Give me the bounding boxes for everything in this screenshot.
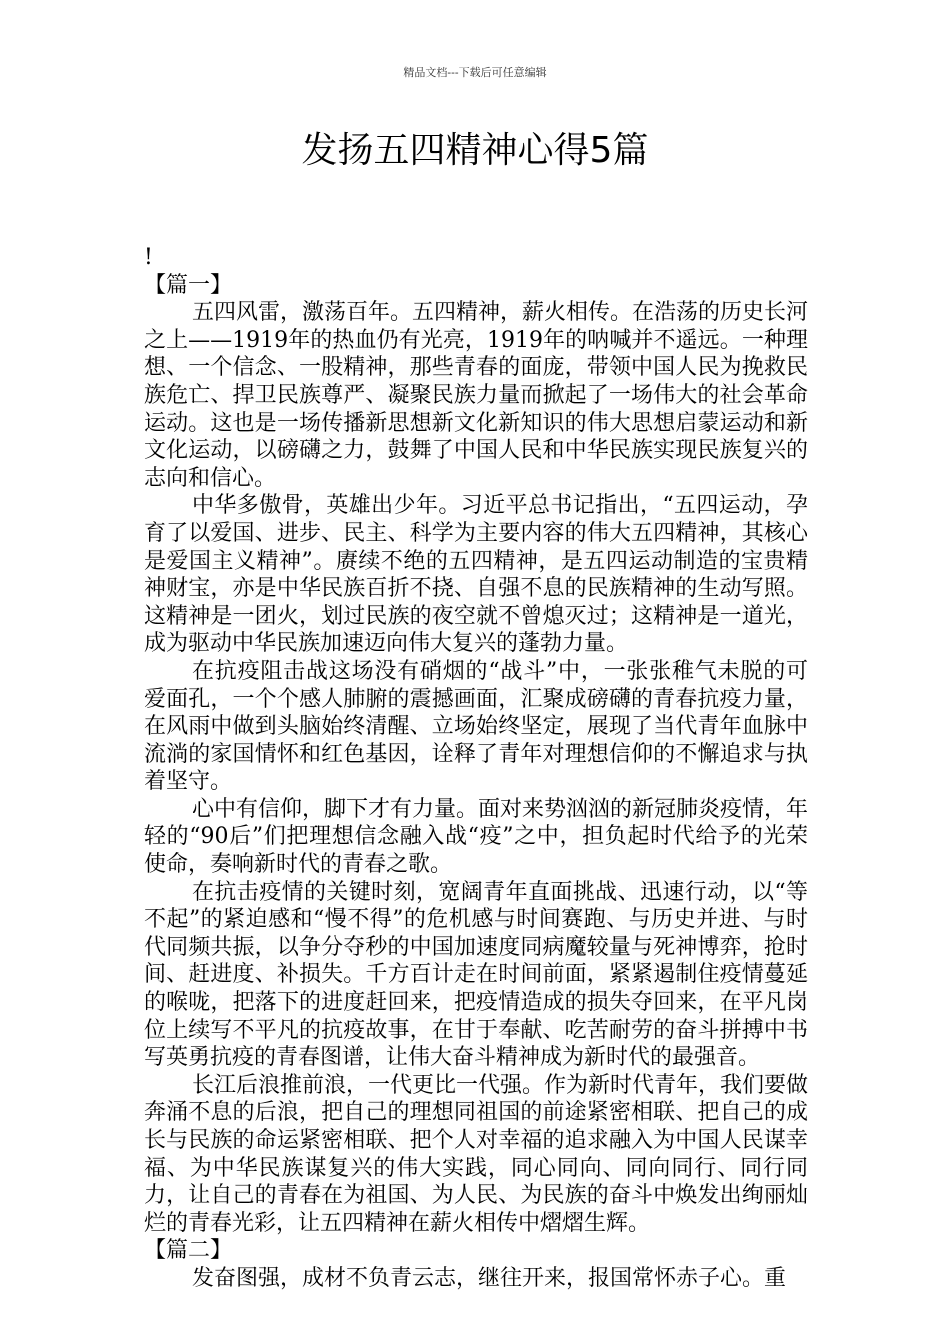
paragraph: 在抗疫阻击战这场没有硝烟的“战斗”中，一张张稚气未脱的可爱面孔，一个个感人肺腑的震撼画面，汇聚成磅礴的青春抗疫力量，在风雨中做到头脑始终清醒、立场始终坚定，展现了当代青年血脉中流淌的家国情怀和红色基因，诠释了青年对理想信仰的不懈追求与执着坚守。 <box>144 658 808 795</box>
paragraph: 发奋图强，成材不负青云志，继往开来，报国常怀赤子心。重 <box>192 1265 787 1291</box>
paragraph: 长江后浪推前浪，一代更比一代强。作为新时代青年，我们要做奔涌不息的后浪，把自己的理想同祖国的前途紧密相联、把自己的成长与民族的命运紧密相联、把个人对幸福的追求融入为中国人民谋幸福、为中华民族谋复兴的伟大实践，同心同向、同向同行、同行同力，让自己的青春在为祖国、为人民、为民族的奋斗中焕发出绚丽灿烂的青春光彩，让五四精神在薪火相传中熠熠生辉。 <box>144 1072 809 1236</box>
paragraph: 五四风雷，激荡百年。五四精神，薪火相传。在浩荡的历史长河之上——1919年的热血仍有光亮，1919年的呐喊并不遥远。一种理想、一个信念、一股精神，那些青春的面庞，带领中国人民为挽救民族危亡、捍卫民族尊严、凝聚民族力量而掀起了一场伟大的社会革命运动。这也是一场传播新思想新文化新知识的伟大思想启蒙运动和新文化运动，以磅礴之力，鼓舞了中国人民和中华民族实现民族复兴的志向和信心。 <box>144 300 809 491</box>
header-note: 精品文档---下载后可任意编辑 <box>403 66 547 79</box>
stray-mark: ! <box>144 245 153 270</box>
document-body <box>144 244 808 1293</box>
paragraph: 在抗击疫情的关键时刻，宽阔青年直面挑战、迅速行动，以“等不起”的紧迫感和“慢不得”的危机感与时间赛跑、与历史并进、与时代同频共振，以争分夺秒的中国加速度同病魔较量与死神博弈，抢时间、赶进度、补损失。千方百计走在时间前面，紧紧遏制住疫情蔓延的喉咙，把落下的进度赶回来，把疫情造成的损失夺回来，在平凡岗位上续写不平凡的抗疫故事，在甘于奉献、吃苦耐劳的奋斗拼搏中书写英勇抗疫的青春图谱，让伟大奋斗精神成为新时代的最强音。 <box>144 879 808 1071</box>
paragraph: 中华多傲骨，英雄出少年。习近平总书记指出，“五四运动，孕育了以爱国、进步、民主、科学为主要内容的伟大五四精神，其核心是爱国主义精神”。赓续不绝的五四精神，是五四运动制造的宝贵精神财宝，亦是中华民族百折不挠、自强不息的民族精神的生动写照。这精神是一团火，划过民族的夜空就不曾熄灭过；这精神是一道光，成为驱动中华民族加速迈向伟大复兴的蓬勃力量。 <box>144 493 808 657</box>
section-heading-2: 【篇二】 <box>144 1238 233 1264</box>
paragraph: 心中有信仰，脚下才有力量。面对来势汹汹的新冠肺炎疫情，年轻的“90后”们把理想信念融入战“疫”之中，担负起时代给予的光荣使命，奏响新时代的青春之歌。 <box>144 796 809 878</box>
section-heading-1: 【篇一】 <box>144 272 233 298</box>
page-title: 发扬五四精神心得5篇 <box>301 130 649 171</box>
